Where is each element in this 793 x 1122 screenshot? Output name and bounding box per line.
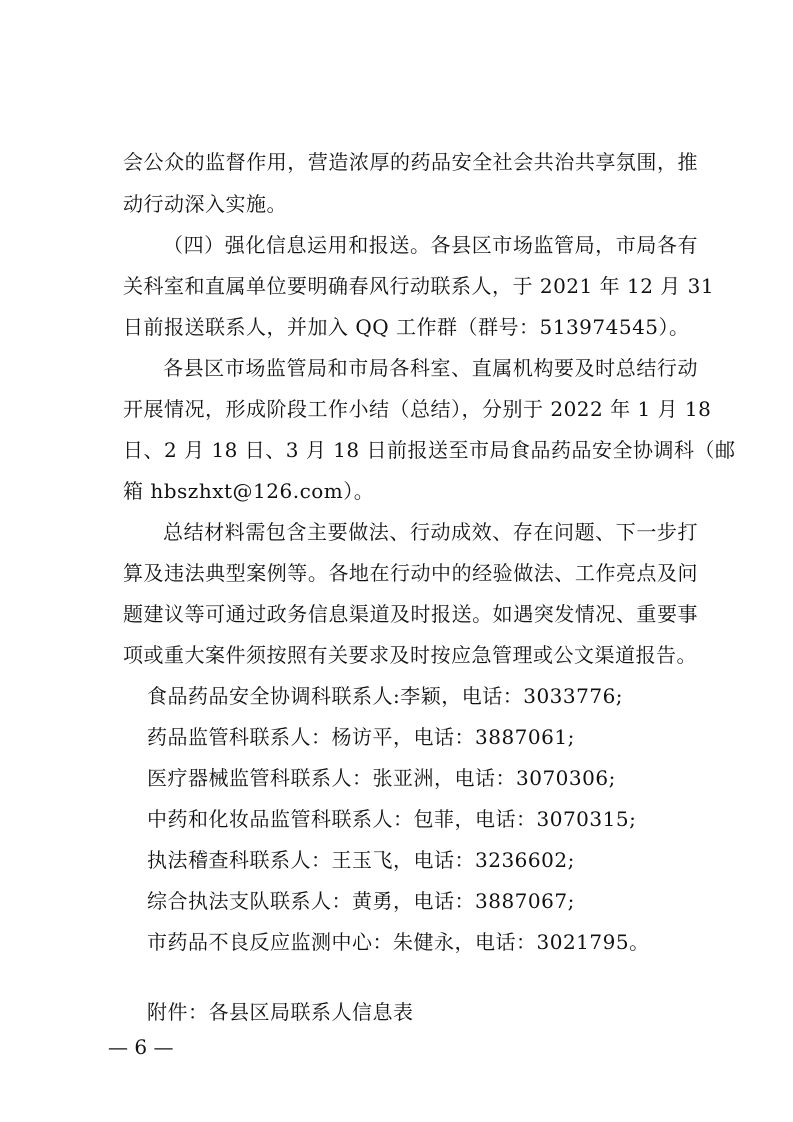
contact-line: 医疗器械监管科联系人：张亚洲，电话：3070306; (147, 766, 616, 790)
contact-line: 食品药品安全协调科联系人:李颖，电话：3033776; (147, 684, 624, 708)
contact-line: 执法稽查科联系人：王玉飞，电话：3236602; (147, 848, 575, 872)
contact-line: 中药和化妆品监管科联系人：包菲，电话：3070315; (147, 807, 637, 831)
paragraph-line: 各县区市场监管局和市局各科室、直属机构要及时总结行动 (163, 356, 698, 380)
contact-line: 市药品不良反应监测中心：朱健永，电话：3021795。 (147, 930, 650, 954)
paragraph-line: 会公众的监督作用，营造浓厚的药品安全社会共治共享氛围，推 (123, 150, 698, 174)
paragraph-line: 算及违法典型案例等。各地在行动中的经验做法、工作亮点及问 (123, 561, 698, 585)
page-number: — 6 — (108, 1035, 174, 1059)
paragraph-line: 关科室和直属单位要明确春风行动联系人，于 2021 年 12 月 31 (123, 274, 715, 298)
paragraph-line: 题建议等可通过政务信息渠道及时报送。如遇突发情况、重要事 (123, 602, 698, 626)
paragraph-line: 箱 hbszhxt@126.com）。 (123, 479, 375, 503)
paragraph-line: 总结材料需包含主要做法、行动成效、存在问题、下一步打 (163, 520, 698, 544)
paragraph-line: 日、2 月 18 日、3 月 18 日前报送至市局食品药品安全协调科（邮 (123, 438, 736, 462)
contact-line: 综合执法支队联系人：黄勇，电话：3887067; (147, 889, 575, 913)
paragraph-line: 日前报送联系人，并加入 QQ 工作群（群号：513974545）。 (123, 315, 690, 339)
paragraph-line: （四）强化信息运用和报送。各县区市场监管局，市局各有 (163, 233, 698, 257)
attachment-note: 附件：各县区局联系人信息表 (147, 1000, 414, 1024)
paragraph-line: 开展情况，形成阶段工作小结（总结），分别于 2022 年 1 月 18 (123, 397, 712, 421)
paragraph-line: 项或重大案件须按照有关要求及时按应急管理或公文渠道报告。 (123, 643, 697, 667)
paragraph-line: 动行动深入实施。 (123, 192, 287, 216)
contact-line: 药品监管科联系人：杨访平，电话：3887061; (147, 725, 575, 749)
